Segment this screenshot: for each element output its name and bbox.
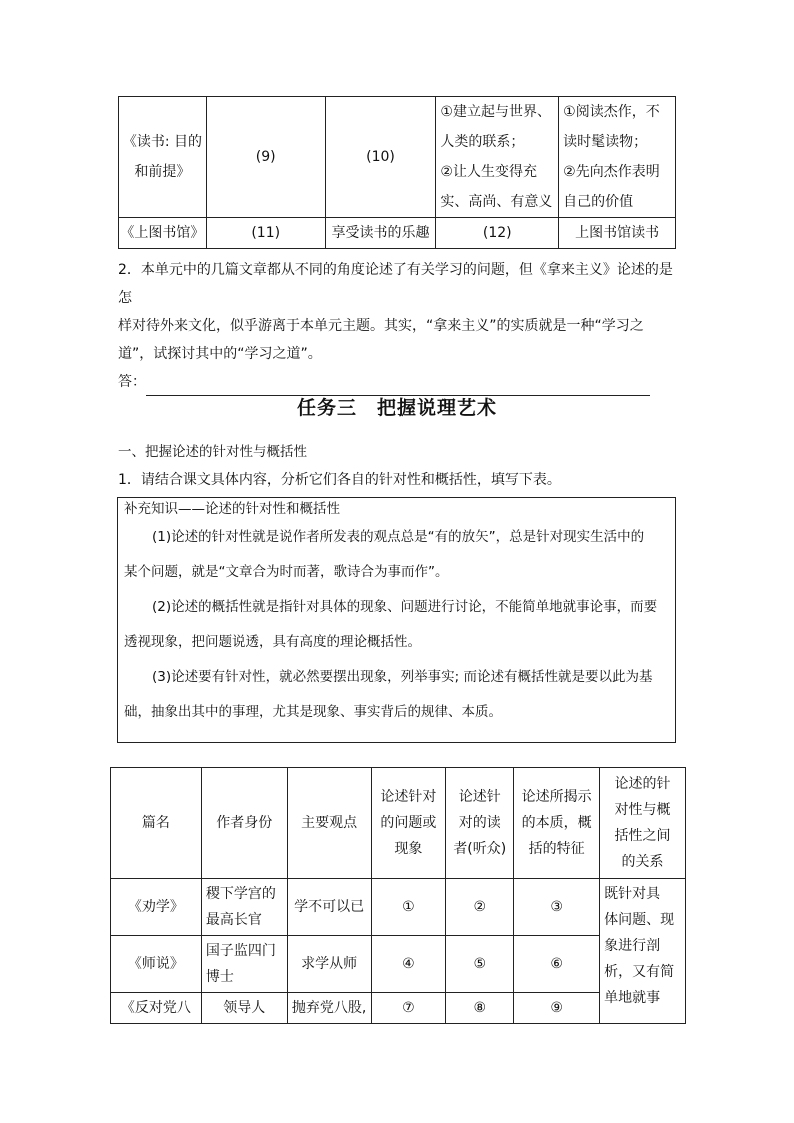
table-row (111, 993, 686, 1024)
table-cell (119, 97, 207, 218)
table-cell: 求学从师 (287, 936, 371, 993)
table-cell: ② (446, 879, 514, 936)
table-cell: ① (371, 879, 446, 936)
reading-table (118, 96, 676, 249)
cell-line: 人类的联系； (440, 134, 525, 150)
cell-line: 稷下学宫的 (205, 886, 276, 902)
question-line: 2．本单元中的几篇文章都从不同的角度论述了有关学习的问题，但《拿来主义》论述的是怎 (118, 262, 673, 306)
table-cell: ⑨ (514, 993, 600, 1024)
cell-line: 实、高尚、有意义 (440, 194, 553, 210)
knowledge-box (117, 497, 676, 743)
header-cell (287, 768, 371, 879)
cell-line: 篇名 (141, 815, 170, 831)
table-cell: 享受读书的乐趣 (325, 218, 436, 249)
relation-cell (600, 879, 686, 1024)
question-line: 样对待外来文化，似乎游离于本单元主题。其实，“拿来主义”的实质就是一种“学习之 (118, 318, 644, 334)
cell-line: 析，又有简 (604, 964, 675, 980)
table-row (119, 218, 676, 249)
box-text: (1)论述的针对性就是说作者所发表的观点总是“有的放矢”，总是针对现实生活中的 (152, 529, 645, 545)
cell-line: 既针对具 (604, 886, 661, 902)
table-cell: ⑥ (514, 936, 600, 993)
cell-line: 括性之间 (614, 828, 671, 844)
table-cell (201, 936, 287, 993)
table-cell: ⑤ (446, 936, 514, 993)
table-cell (436, 97, 559, 218)
cell-line: ①阅读杰作，不 (563, 104, 660, 120)
box-text: (2)论述的概括性就是指针对具体的现象、问题进行讨论，不能简单地就事论事，而要 (152, 599, 658, 615)
cell-line: 现象 (394, 841, 423, 857)
box-heading: 补充知识——论述的针对性和概括性 (124, 501, 340, 517)
table-cell: (12) (436, 218, 559, 249)
table-cell: 《师说》 (111, 936, 202, 993)
table-row (119, 97, 676, 218)
table-row (111, 879, 686, 936)
table-cell: 领导人 (201, 993, 287, 1024)
box-text: (3)论述要有针对性，就必然要摆出现象，列举事实; 而论述有概括性就是要以此为基 (152, 669, 653, 685)
cell-line: 论述所揭示 (521, 789, 592, 805)
argument-table (110, 767, 686, 1024)
table-cell: ④ (371, 936, 446, 993)
cell-line: 最高长官 (205, 912, 262, 928)
cell-line: 的问题或 (380, 815, 437, 831)
table-cell: 《反对党八 (111, 993, 202, 1024)
cell-line: 象进行剖 (604, 938, 661, 954)
cell-line: 和前提》 (134, 164, 191, 180)
cell-line: ①建立起与世界、 (440, 104, 551, 120)
table-cell: (9) (206, 97, 325, 218)
header-cell (446, 768, 514, 879)
table-cell (559, 97, 676, 218)
cell-line: 对的读 (458, 815, 501, 831)
header-cell (111, 768, 202, 879)
cell-line: 体问题、现 (604, 912, 675, 928)
cell-line: 博士 (205, 969, 234, 985)
table-cell: ③ (514, 879, 600, 936)
table-cell (201, 879, 287, 936)
table-row (111, 936, 686, 993)
answer-label: 答： (118, 374, 146, 390)
table-header-row (111, 768, 686, 879)
cell-line: 作者身份 (216, 815, 273, 831)
cell-line: 单地就事 (604, 990, 661, 1006)
box-text: 透视现象，把问题说透，具有高度的理论概括性。 (124, 634, 421, 650)
box-text: 某个问题，就是“文章合为时而著，歌诗合为事而作”。 (124, 564, 449, 580)
cell-line: 者(听众) (453, 841, 507, 857)
cell-line: 国子监四门 (205, 943, 276, 959)
header-cell (514, 768, 600, 879)
cell-line: 《读书: 目的 (122, 134, 202, 150)
table-cell: (11) (206, 218, 325, 249)
table-cell: 上图书馆读书 (559, 218, 676, 249)
table-cell: (10) (325, 97, 436, 218)
table-cell: ⑦ (371, 993, 446, 1024)
header-cell (600, 768, 686, 879)
cell-line: 对性与概 (614, 802, 671, 818)
cell-line: 的本质，概 (521, 815, 592, 831)
table-cell: 《劝学》 (111, 879, 202, 936)
subheading: 一、把握论述的针对性与概括性 (118, 444, 307, 460)
cell-line: 论述针对 (380, 789, 437, 805)
box-text: 础，抽象出其中的事理，尤其是现象、事实背后的规律、本质。 (124, 704, 502, 720)
cell-line: 自己的价值 (563, 194, 634, 210)
question-1: 1．请结合课文具体内容，分析它们各自的针对性和概括性，填写下表。 (118, 472, 561, 488)
cell-line: 论述的针 (614, 776, 671, 792)
question-line: 道”，试探讨其中的“学习之道”。 (118, 346, 322, 362)
cell-line: ②让人生变得充 (440, 164, 537, 180)
section-title: 任务三 把握说理艺术 (296, 397, 497, 419)
cell-line: 主要观点 (301, 815, 358, 831)
table-cell: 抛弃党八股, (287, 993, 371, 1024)
cell-line: ②先向杰作表明 (563, 164, 660, 180)
answer-row (118, 368, 678, 396)
table-cell: ⑧ (446, 993, 514, 1024)
header-cell (371, 768, 446, 879)
cell-line: 读时髦读物； (563, 134, 648, 150)
cell-line: 的关系 (621, 854, 664, 870)
table-cell: 《上图书馆》 (119, 218, 207, 249)
question-2 (118, 256, 678, 396)
cell-line: 论述针 (458, 789, 501, 805)
table-cell: 学不可以已 (287, 879, 371, 936)
cell-line: 括的特征 (528, 841, 585, 857)
header-cell (201, 768, 287, 879)
